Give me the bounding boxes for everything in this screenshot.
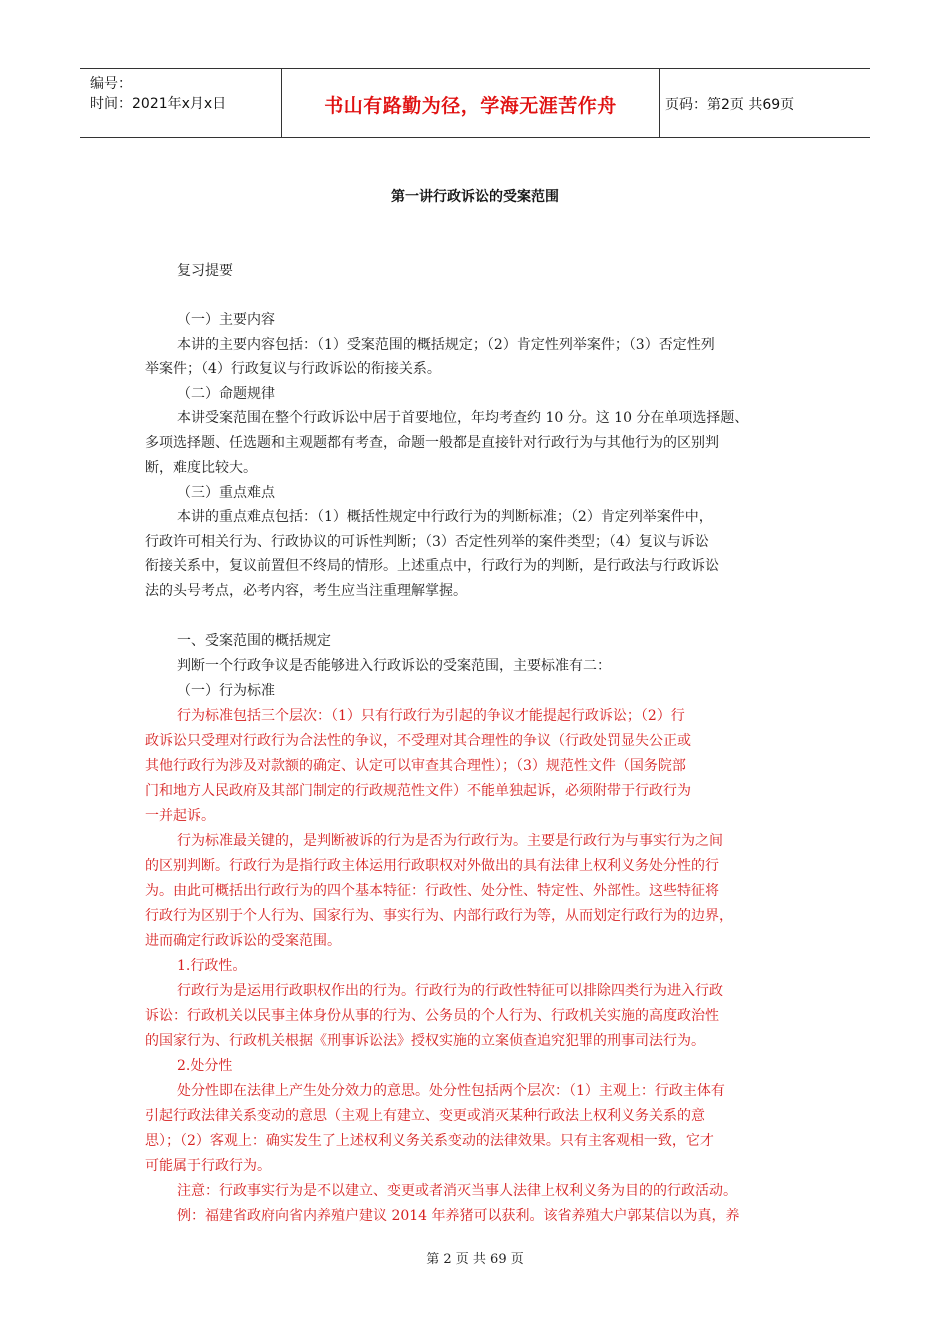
text-line: 行为标准最关键的，是判断被诉的行为是否为行政行为。主要是行政行为与事实行为之间 <box>177 833 723 849</box>
text-line: 行政行为区别于个人行为、国家行为、事实行为、内部行政行为等，从而划定行政行为的边界， <box>145 908 733 924</box>
header-meta <box>80 69 282 137</box>
text-line: （三）重点难点 <box>177 485 275 501</box>
header-motto-cell <box>282 69 660 137</box>
text-line: 门和地方人民政府及其部门制定的行政规范性文件）不能单独起诉，必须附带于行政行为 <box>145 783 691 799</box>
text-line: 本讲受案范围在整个行政诉讼中居于首要地位，年均考查约 10 分。这 10 分在单项选择题、 <box>177 410 749 426</box>
text-line: 行政行为是运用行政职权作出的行为。行政行为的行政性特征可以排除四类行为进入行政 <box>177 983 723 999</box>
text-line: 进而确定行政诉讼的受案范围。 <box>145 933 341 949</box>
page-info: 页码：第2页 共69页 <box>665 97 795 113</box>
text-line: 行政许可相关行为、行政协议的可诉性判断；（3）否定性列举的案件类型；（4）复议与诉讼 <box>145 534 709 550</box>
text-line: 思）；（2）客观上：确实发生了上述权利义务关系变动的法律效果。只有主客观相一致，它才 <box>145 1133 714 1149</box>
text-line: 复习提要 <box>177 263 233 279</box>
page-footer: 第 2 页 共 69 页 <box>426 1252 524 1267</box>
text-line: 的国家行为、行政机关根据《刑事诉讼法》授权实施的立案侦查追究犯罪的刑事司法行为。 <box>145 1033 705 1049</box>
text-line: 引起行政法律关系变动的意思（主观上有建立、变更或消灭某种行政法上权利义务关系的意 <box>145 1108 705 1124</box>
header-page-cell <box>660 69 870 137</box>
section-heading: 一、受案范围的概括规定 <box>177 633 331 649</box>
text-line: 2.处分性 <box>177 1058 233 1074</box>
text-line: 的区别判断。行政行为是指行政主体运用行政职权对外做出的具有法律上权利义务处分性的行 <box>145 858 719 874</box>
text-line: 法的头号考点，必考内容，考生应当注重理解掌握。 <box>145 583 467 599</box>
text-line: 政诉讼只受理对行政行为合法性的争议，不受理对其合理性的争议（行政处罚显失公正或 <box>145 733 691 749</box>
time-label: 时间：2021年x月x日 <box>90 96 227 112</box>
text-line: 断，难度比较大。 <box>145 460 257 476</box>
lecture-title: 第一讲行政诉讼的受案范围 <box>391 189 559 205</box>
text-line: 多项选择题、任选题和主观题都有考查，命题一般都是直接针对行政行为与其他行为的区别判 <box>145 435 719 451</box>
motto: 书山有路勤为径，学海无涯苦作舟 <box>324 95 617 117</box>
text-line: 诉讼：行政机关以民事主体身份从事的行为、公务员的个人行为、行政机关实施的高度政治性 <box>145 1008 719 1024</box>
code-label: 编号： <box>90 76 132 92</box>
text-line: 处分性即在法律上产生处分效力的意思。处分性包括两个层次：（1）主观上：行政主体有 <box>177 1083 725 1099</box>
text-line: 为。由此可概括出行政行为的四个基本特征：行政性、处分性、特定性、外部性。这些特征将 <box>145 883 719 899</box>
text-line: 注意：行政事实行为是不以建立、变更或者消灭当事人法律上权利义务为目的的行政活动。 <box>177 1183 737 1199</box>
text-line: 可能属于行政行为。 <box>145 1158 271 1174</box>
text-line: 例：福建省政府向省内养殖户建议 2014 年养猪可以获利。该省养殖大户郭某信以为真，养 <box>177 1208 740 1224</box>
text-line: 举案件；（4）行政复议与行政诉讼的衔接关系。 <box>145 361 441 377</box>
text-line: 判断一个行政争议是否能够进入行政诉讼的受案范围，主要标准有二： <box>177 658 611 674</box>
text-line: 本讲的重点难点包括：（1）概括性规定中行政行为的判断标准；（2）肯定列举案件中， <box>177 509 713 525</box>
text-line: 其他行政行为涉及对款额的确定、认定可以审查其合理性）；（3）规范性文件（国务院部 <box>145 758 686 774</box>
text-line: 一并起诉。 <box>145 808 215 824</box>
text-line: （二）命题规律 <box>177 386 275 402</box>
text-line: 衔接关系中，复议前置但不终局的情形。上述重点中，行政行为的判断，是行政法与行政诉讼 <box>145 558 719 574</box>
text-line: 行为标准包括三个层次：（1）只有行政行为引起的争议才能提起行政诉讼；（2）行 <box>177 708 685 724</box>
text-line: （一）主要内容 <box>177 312 275 328</box>
text-line: 1.行政性。 <box>177 958 247 974</box>
subsection-heading: （一）行为标准 <box>177 683 275 699</box>
page-header <box>80 68 870 138</box>
text-line: 本讲的主要内容包括：（1）受案范围的概括规定；（2）肯定性列举案件；（3）否定性列 <box>177 337 715 353</box>
